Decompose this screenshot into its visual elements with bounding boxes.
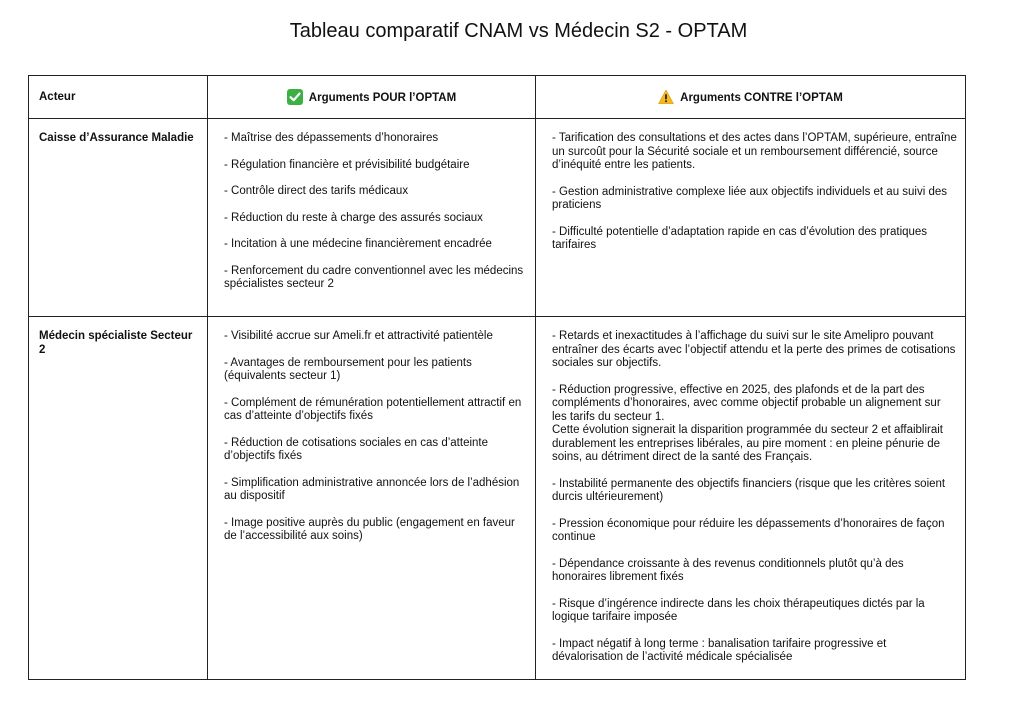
argument-item: - Simplification administrative annoncée lors de l’adhésion au dispositif [224,476,520,502]
argument-item: - Visibilité accrue sur Ameli.fr et attractivité patientèle [224,330,493,342]
table-row [29,317,966,680]
argument-item: - Risque d’ingérence indirecte dans les choix thérapeutiques dictés par la logique tarifaire imposée [552,597,925,623]
argument-item: - Complément de rémunération potentiellement attractif en cas d’atteinte d’objectifs fixés [224,396,522,422]
argument-item: - Avantages de remboursement pour les patients (équivalents secteur 1) [224,356,472,382]
argument-item: - Réduction progressive, effective en 2025, des plafonds et de la part des compléments d’honoraires, avec comme objectif probable un alignement sur les tarifs du secteur 1. Cette évolution signerait la disparition programmée du secteur 2 et affaiblirait durablement les entreprises libérales, au pire moment : en pleine pénurie de soins, au détriment direct de la santé des Français. [552,383,943,463]
argument-item: - Tarification des consultations et des actes dans l’OPTAM, supérieure, entraîne un surcoût pour la Sécurité sociale et un remboursement différencié, source d’inéquité entre les patients. [552,132,957,171]
argument-item: - Régulation financière et prévisibilité budgétaire [224,158,470,171]
header-pour [208,76,536,119]
check-mark-icon [287,89,303,105]
pour-cell [208,119,536,317]
contre-cell [536,119,966,317]
argument-item: - Contrôle direct des tarifs médicaux [224,185,409,197]
argument-item: - Instabilité permanente des objectifs financiers (risque que les critères soient durcis ultérieurement) [552,477,946,503]
pour-cell [208,317,536,680]
contre-cell [536,317,966,680]
argument-item: - Pression économique pour réduire les dépassements d’honoraires de façon continue [552,517,945,543]
argument-item: - Renforcement du cadre conventionnel avec les médecins spécialistes secteur 2 [224,264,524,290]
header-contre [536,76,966,119]
argument-item: - Image positive auprès du public (engagement en faveur de l’accessibilité aux soins) [224,516,515,542]
header-actor: Acteur [29,76,208,119]
argument-item: - Réduction de cotisations sociales en cas d’atteinte d’objectifs fixés [224,436,489,462]
header-contre-label: Arguments CONTRE l’OPTAM [680,92,843,104]
actor-cell: Caisse d’Assurance Maladie [29,119,208,317]
argument-item: - Retards et inexactitudes à l’affichage du suivi sur le site Amelipro pouvant entraîner des écarts avec l’objectif attendu et la perte des primes de cotisations sociales sur objectifs. [552,330,956,369]
actor-cell: Médecin spécialiste Secteur 2 [29,317,208,680]
argument-item: - Gestion administrative complexe liée aux objectifs individuels et au suivi des praticiens [552,185,948,211]
argument-item: - Réduction du reste à charge des assurés sociaux [224,211,483,224]
comparison-table [28,75,966,680]
argument-item: - Difficulté potentielle d’adaptation rapide en cas d’évolution des pratiques tarifaires [552,225,928,251]
table-row [29,119,966,317]
argument-item: - Maîtrise des dépassements d’honoraires [224,132,439,144]
page-title: Tableau comparatif CNAM vs Médecin S2 - OPTAM [289,20,748,42]
argument-item: - Dépendance croissante à des revenus conditionnels plutôt qu’à des honoraires librement fixés [552,557,904,583]
argument-item: - Incitation à une médecine financièrement encadrée [224,238,492,250]
warning-icon [658,89,674,105]
table-header-row [29,76,966,119]
header-pour-label: Arguments POUR l’OPTAM [308,92,457,104]
argument-item: - Impact négatif à long terme : banalisation tarifaire progressive et dévalorisation de l’activité médicale spécialisée [552,637,887,663]
